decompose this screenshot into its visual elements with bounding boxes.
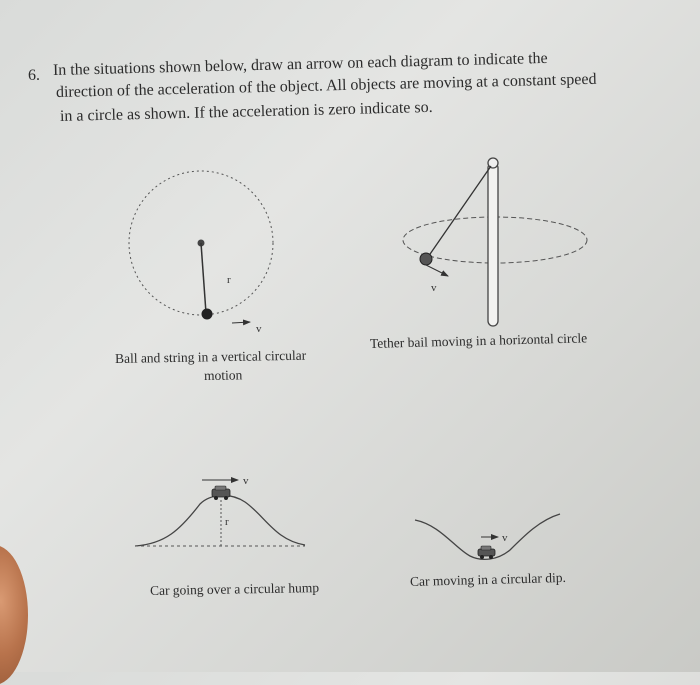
- question-number: 6.: [28, 67, 40, 84]
- vertical-circle-velocity-label: v: [256, 323, 262, 335]
- vertical-circle-ball: [202, 309, 213, 320]
- tether-ball: [420, 253, 432, 265]
- hump-diagram: [135, 475, 305, 546]
- tether-velocity-arrow: [426, 265, 448, 276]
- question-line-3: in a circle as shown. If the acceleration is zero indicate so.: [59, 98, 433, 125]
- tether-velocity-label: v: [431, 282, 437, 294]
- question-line-1: In the situations shown below, draw an arrow on each diagram to indicate the: [52, 49, 548, 79]
- hump-velocity-label: v: [243, 475, 249, 487]
- vertical-circle-radius-label: r: [227, 274, 231, 286]
- vertical-circle-diagram: [129, 171, 273, 335]
- hump-radius-label: r: [225, 516, 229, 528]
- tether-rope: [428, 166, 491, 257]
- vertical-circle-velocity-arrow: [232, 322, 250, 323]
- question-line-2: direction of the acceleration of the object. All objects are moving at a constant speed: [55, 70, 597, 101]
- vertical-circle-string: [201, 243, 206, 313]
- dip-velocity-label: v: [502, 532, 508, 544]
- tether-ball-diagram: [403, 158, 587, 326]
- tether-ball-caption: Tether bail moving in a horizontal circle: [369, 330, 588, 351]
- dip-car-icon: [478, 546, 495, 559]
- vertical-circle-caption-line-1: Ball and string in a vertical circular: [114, 347, 307, 366]
- dip-diagram: [415, 514, 560, 559]
- hump-road: [135, 495, 305, 546]
- tether-pole-top: [488, 158, 498, 168]
- dip-caption: Car moving in a circular dip.: [409, 569, 567, 589]
- vertical-circle-caption-line-2: motion: [203, 367, 243, 383]
- hump-car-icon: [212, 486, 230, 500]
- tether-pole: [488, 163, 498, 326]
- hump-caption: Car going over a circular hump: [149, 580, 320, 598]
